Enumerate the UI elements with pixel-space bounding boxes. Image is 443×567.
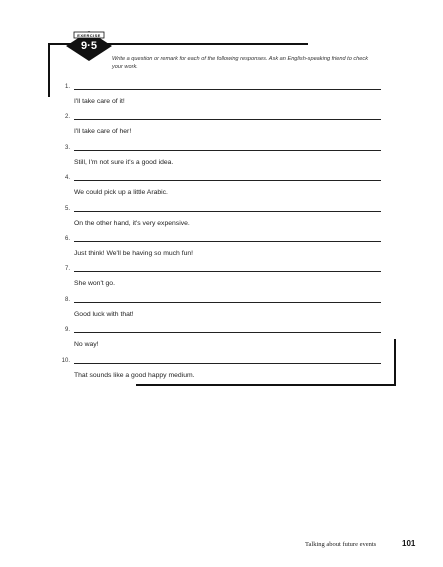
response-text: Good luck with that!	[74, 310, 134, 318]
exercise-label: EXERCISE	[77, 33, 101, 38]
item-number: 1.	[64, 84, 70, 90]
answer-line[interactable]	[74, 363, 381, 364]
answer-line[interactable]	[74, 332, 381, 333]
item-number: 8.	[64, 296, 70, 303]
item-number: 2.	[64, 114, 70, 121]
answer-line[interactable]	[74, 241, 381, 242]
exercise-badge	[66, 31, 112, 61]
exercise-number: 9·5	[81, 40, 97, 52]
response-text: No way!	[74, 341, 99, 349]
instructions-text: Write a question or remark for each of the following responses. Ask an English-speaking friend to check your work.	[112, 56, 368, 70]
answer-line[interactable]	[74, 180, 381, 181]
item-number: 7.	[64, 266, 70, 273]
answer-line[interactable]	[74, 302, 381, 303]
response-text: I'll take care of her!	[74, 128, 132, 136]
response-text: On the other hand, it's very expensive.	[74, 219, 190, 227]
item-number: 5.	[64, 205, 70, 212]
page-number: 101	[402, 539, 416, 548]
frame-right-rule	[394, 339, 396, 385]
response-text: I'll take care of it!	[74, 98, 125, 105]
response-text: That sounds like a good happy medium.	[74, 371, 195, 379]
response-text: Just think! We'll be having so much fun!	[74, 250, 194, 257]
answer-line[interactable]	[74, 211, 381, 212]
answer-line[interactable]	[74, 119, 381, 120]
item-number: 6.	[64, 236, 70, 242]
response-text: Still, I'm not sure it's a good idea.	[74, 158, 174, 166]
running-footer-title: Talking about future events	[305, 541, 377, 548]
answer-line[interactable]	[74, 150, 381, 151]
item-number: 4.	[64, 175, 70, 182]
item-number: 9.	[64, 327, 70, 334]
frame-bottom-rule	[136, 384, 396, 386]
response-text: She won't go.	[74, 280, 115, 288]
item-number: 3.	[64, 144, 70, 151]
answer-line[interactable]	[74, 271, 381, 272]
item-number: 10.	[61, 357, 70, 364]
response-text: We could pick up a little Arabic.	[74, 189, 168, 197]
answer-line[interactable]	[74, 89, 381, 90]
